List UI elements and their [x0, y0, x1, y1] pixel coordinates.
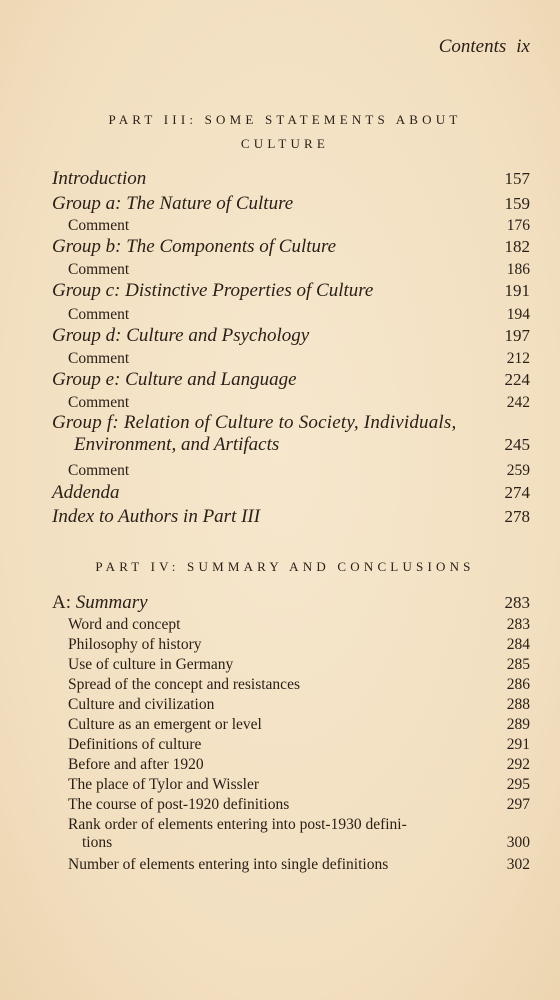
toc-subentry-page: 259 — [506, 462, 530, 479]
part-3-heading — [52, 108, 518, 156]
toc-subentry-label: Culture as an emergent or level — [68, 716, 262, 733]
part-3-heading-line-2: CULTURE — [240, 136, 330, 151]
toc-subentry-label: Use of culture in Germany — [68, 656, 234, 673]
toc-subentry-label-line-1: Rank order of elements entering into post-1930 defini- — [68, 816, 407, 833]
toc-subentry-page: 285 — [506, 656, 530, 673]
toc-subentry-page: 284 — [506, 636, 530, 653]
toc-entry-page: 224 — [504, 370, 530, 389]
toc-entry-label-line-1: Group f: Relation of Culture to Society, Individuals, — [52, 412, 457, 433]
toc-subentry-page: 302 — [506, 856, 530, 873]
toc-subentry[interactable] — [52, 676, 530, 694]
toc-subentry-page: 283 — [506, 616, 530, 633]
toc-entry-page: 278 — [504, 507, 530, 526]
toc-subentry[interactable] — [52, 736, 530, 754]
toc-entry-page: 283 — [504, 593, 530, 612]
toc-subentry-page: 194 — [506, 306, 530, 323]
toc-entry-page: 245 — [504, 435, 530, 454]
toc-subentry-label: The place of Tylor and Wissler — [68, 776, 259, 793]
toc-entry[interactable] — [52, 482, 530, 504]
toc-subentry-label-line-2: tions — [82, 834, 113, 851]
running-header-title: Contents — [438, 36, 507, 57]
toc-entry-label: Group c: Distinctive Properties of Culture — [52, 280, 374, 301]
toc-entry-page: 191 — [504, 281, 530, 300]
toc-entry[interactable] — [52, 280, 530, 302]
toc-subentry-label: Number of elements entering into single definitions — [68, 856, 389, 873]
toc-subentry[interactable] — [52, 636, 530, 654]
toc-entry-page: 274 — [504, 483, 530, 502]
toc-entry-group-f[interactable] — [52, 412, 530, 456]
toc-subentry-page: 176 — [506, 217, 530, 234]
toc-subentry[interactable] — [52, 776, 530, 794]
toc-subentry[interactable] — [52, 856, 530, 874]
toc-entry[interactable] — [52, 193, 530, 215]
running-header — [439, 36, 530, 58]
toc-entry[interactable] — [52, 325, 530, 347]
toc-entry-page: 182 — [504, 237, 530, 256]
toc-subentry-label: Spread of the concept and resistances — [68, 676, 300, 693]
toc-entry-label: Group e: Culture and Language — [52, 369, 297, 390]
toc-subentry-page: 297 — [506, 796, 530, 813]
toc-entry-page: 157 — [504, 169, 530, 188]
toc-entry-summary[interactable] — [52, 592, 530, 614]
toc-subentry-label: Comment — [68, 462, 130, 479]
toc-entry-label: Group d: Culture and Psychology — [52, 325, 310, 346]
toc-subentry-label: The course of post-1920 definitions — [68, 796, 290, 813]
toc-entry-label: Introduction — [52, 168, 147, 189]
toc-entry[interactable] — [52, 168, 530, 190]
toc-subentry-page: 292 — [506, 756, 530, 773]
toc-entry-page: 159 — [504, 194, 530, 213]
toc-subentry-page: 286 — [506, 676, 530, 693]
toc-subentry[interactable] — [52, 796, 530, 814]
part-3-heading-line-1: PART III: SOME STATEMENTS ABOUT — [108, 112, 462, 127]
toc-subentry-page: 289 — [506, 716, 530, 733]
toc-subentry[interactable] — [52, 696, 530, 714]
toc-subentry-page: 242 — [506, 394, 530, 411]
toc-subentry-label: Word and concept — [68, 616, 181, 633]
toc-entry-label: Group b: The Components of Culture — [52, 236, 337, 257]
toc-entry-label: Index to Authors in Part III — [52, 506, 261, 527]
toc-subentry[interactable] — [52, 616, 530, 634]
toc-subentry-page: 212 — [506, 350, 530, 367]
toc-entry[interactable] — [52, 369, 530, 391]
toc-subentry-rank-order[interactable] — [52, 816, 530, 852]
summary-label: Summary — [75, 592, 148, 613]
toc-subentry-label: Comment — [68, 394, 130, 411]
toc-subentry-label: Comment — [68, 217, 130, 234]
toc-subentry-page: 291 — [506, 736, 530, 753]
toc-subentry-label: Comment — [68, 306, 130, 323]
toc-subentry[interactable] — [52, 350, 530, 368]
toc-subentry[interactable] — [52, 462, 530, 480]
toc-entry-page: 197 — [504, 326, 530, 345]
toc-entry-label: A: Summary — [52, 592, 148, 613]
toc-subentry-page: 295 — [506, 776, 530, 793]
part-4-heading-line: PART IV: SUMMARY AND CONCLUSIONS — [95, 559, 475, 574]
toc-entry-label: Group a: The Nature of Culture — [52, 193, 294, 214]
toc-subentry[interactable] — [52, 217, 530, 235]
toc-entry[interactable] — [52, 506, 530, 528]
toc-subentry[interactable] — [52, 756, 530, 774]
toc-subentry[interactable] — [52, 261, 530, 279]
toc-subentry[interactable] — [52, 716, 530, 734]
toc-subentry-page: 288 — [506, 696, 530, 713]
toc-subentry-label: Philosophy of history — [68, 636, 202, 653]
toc-subentry-label: Definitions of culture — [68, 736, 202, 753]
toc-subentry-page: 300 — [506, 834, 530, 851]
toc-entry[interactable] — [52, 236, 530, 258]
toc-subentry-label: Culture and civilization — [68, 696, 215, 713]
toc-subentry-label: Comment — [68, 261, 130, 278]
toc-subentry[interactable] — [52, 306, 530, 324]
toc-subentry-label: Before and after 1920 — [68, 756, 204, 773]
toc-subentry[interactable] — [52, 656, 530, 674]
toc-entry-label-line-2: Environment, and Artifacts — [74, 434, 280, 455]
part-4-heading — [52, 555, 518, 579]
running-header-page: ix — [516, 36, 530, 57]
toc-subentry-page: 186 — [506, 261, 530, 278]
toc-subentry[interactable] — [52, 394, 530, 412]
toc-entry-label: Addenda — [52, 482, 120, 503]
toc-subentry-label: Comment — [68, 350, 130, 367]
